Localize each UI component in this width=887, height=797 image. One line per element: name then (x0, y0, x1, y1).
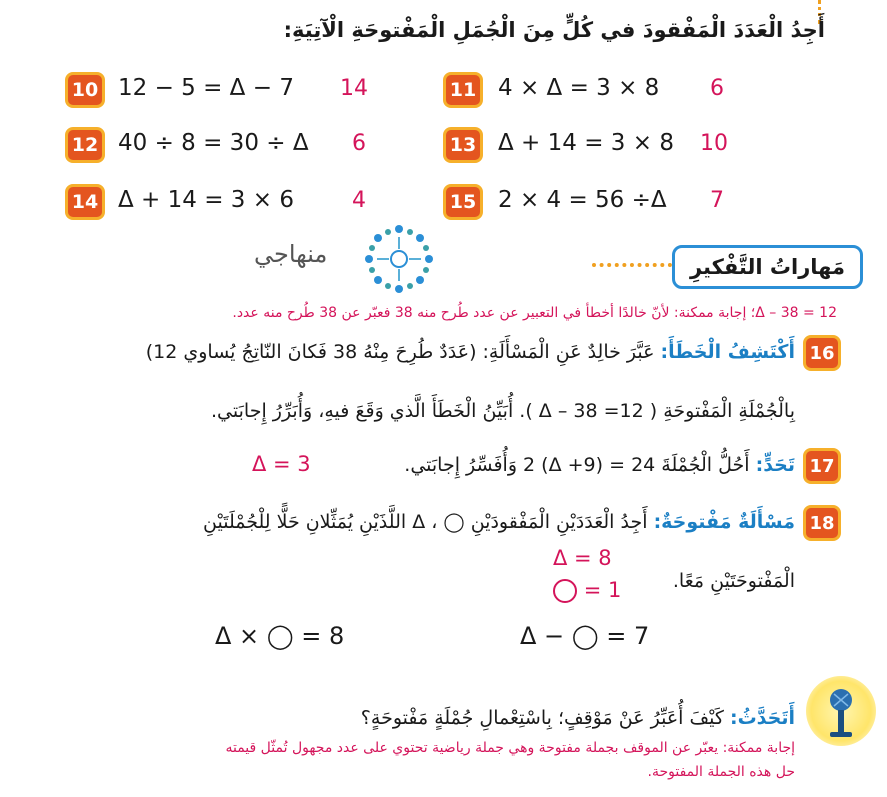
skills-dotted-line (592, 263, 672, 267)
q18-answer-triangle: Δ = 8 (553, 546, 612, 570)
thinking-skills-title: مَهاراتُ التَّفْكيرِ (672, 245, 863, 289)
exercise-equation-15: 2 × 4 = 56 ÷Δ (498, 187, 667, 213)
exercise-number-15: 15 (446, 187, 480, 217)
q16-keyword: أَكْتَشِفُ الْخَطَأَ: (660, 341, 795, 363)
logo-emblem-icon (360, 220, 438, 298)
q18-text-line1: أَجِدُ الْعَدَدَيْنِ الْمَفْقودَيْنِ ◯ ، Δ اللَّذَيْنِ يُمَثِّلانِ حَلًّا لِلْجُمْلَتَيْنِ (203, 511, 648, 533)
q16-text-line2: بِالْجُمْلَةِ الْمَفْتوحَةِ ( 12= Δ – 38 ). أُبَيِّنُ الْخَطَأَ الَّذي وَقَعَ فيهِ، وَأُبَرِّرُ إِجابَتي. (211, 400, 795, 422)
q18-line1 (203, 504, 795, 540)
talk-answer-line2: حل هذه الجملة المفتوحة. (647, 764, 795, 780)
exercise-number-11: 11 (446, 75, 480, 105)
exercise-number-10: 10 (68, 75, 102, 105)
exercise-equation-13: Δ + 14 = 3 × 8 (498, 130, 674, 156)
microphone-icon (818, 684, 864, 744)
q16-line1 (146, 334, 795, 370)
q18-answer-circle: = 1 (583, 578, 622, 602)
question-number-17: 17 (806, 451, 838, 481)
q18-answer-circle-row (553, 578, 621, 603)
talk-line (361, 700, 795, 736)
exercise-equation-12: 40 ÷ 8 = 30 ÷ Δ (118, 130, 309, 156)
q18-equation-product: Δ × ◯ = 8 (215, 622, 345, 650)
talk-keyword: أَتَحَدَّثُ: (729, 707, 795, 729)
exercise-answer-10: 14 (340, 76, 368, 101)
q17-line (404, 447, 795, 483)
q18-keyword: مَسْأَلَةٌ مَفْتوحَةٌ: (653, 511, 795, 533)
exercise-number-13: 13 (446, 130, 480, 160)
exercise-answer-13: 10 (700, 131, 728, 156)
circle-symbol-icon (553, 579, 577, 603)
exercise-number-14: 14 (68, 187, 102, 217)
exercise-answer-12: 6 (352, 131, 366, 156)
q18-equation-difference: Δ − ◯ = 7 (520, 622, 650, 650)
q18-text-line2: الْمَفْتوحَتَيْنِ مَعًا. (672, 570, 795, 592)
q16-text-line1: عَبَّرَ خالِدٌ عَنِ الْمَسْأَلَةِ: (عَدَدٌ طُرِحَ مِنْهُ 38 فَكانَ النّاتِجُ يُساوي 12) (145, 341, 655, 363)
exercise-answer-11: 6 (710, 76, 724, 101)
exercise-answer-15: 7 (710, 188, 724, 213)
q17-answer: Δ = 3 (252, 452, 311, 476)
q17-keyword: تَحَدٍّ: (755, 454, 795, 476)
logo-text: منهاجي (254, 240, 328, 268)
exercise-equation-14: Δ + 14 = 3 × 6 (118, 187, 294, 213)
question-number-16: 16 (806, 338, 838, 368)
talk-answer-line1: إجابة ممكنة: يعبّر عن الموقف بجملة مفتوحة وهي جملة رياضية تحتوي على عدد مجهول تُمثّل قيمته (225, 740, 795, 756)
talk-question: كَيْفَ أُعَبِّرُ عَنْ مَوْقِفٍ؛ بِاسْتِعْمالِ جُمْلَةٍ مَفْتوحَةٍ؟ (360, 707, 724, 729)
exercise-equation-11: 4 × Δ = 3 × 8 (498, 75, 660, 101)
exercise-number-12: 12 (68, 130, 102, 160)
exercise-equation-10: 12 − 5 = Δ − 7 (118, 75, 294, 101)
question-number-18: 18 (806, 508, 838, 538)
q17-text: أَحُلُّ الْجُمْلَةَ 24 = (Δ +9) 2 وَأُفَسِّرُ إِجابَتي. (404, 454, 750, 476)
q16-answer-note: Δ – 38 = 12؛ إجابة ممكنة: لأنّ خالدًا أخطأ في التعبير عن عدد طُرح منه 38 فعبّر عن 38 طُرح منه عدد. (232, 305, 837, 321)
section-heading: أَجِدُ الْعَدَدَ الْمَفْقودَ في كُلٍّ مِنَ الْجُمَلِ الْمَفْتوحَةِ الْآتِيَةِ: (283, 18, 825, 42)
exercise-answer-14: 4 (352, 188, 366, 213)
